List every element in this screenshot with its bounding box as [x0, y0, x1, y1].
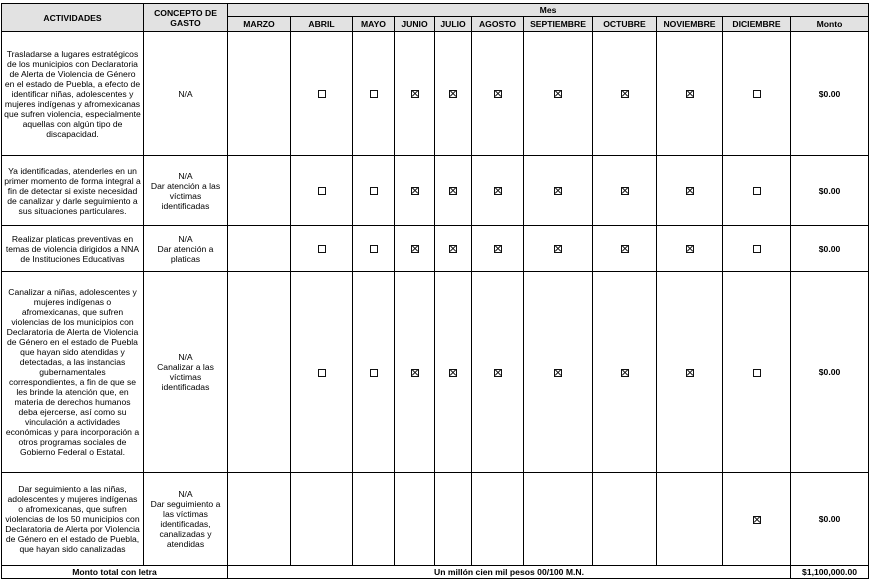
unchecked-box-icon[interactable]	[753, 369, 761, 377]
header-month: JUNIO	[395, 17, 435, 32]
header-month: OCTUBRE	[593, 17, 657, 32]
month-cell	[723, 156, 791, 226]
unchecked-box-icon[interactable]	[370, 90, 378, 98]
checked-box-icon[interactable]	[621, 187, 629, 195]
month-cell	[524, 156, 593, 226]
total-monto: $1,100,000.00	[791, 566, 869, 579]
month-cell	[472, 32, 524, 156]
month-cell	[228, 272, 291, 473]
monto-cell: $0.00	[791, 272, 869, 473]
checked-box-icon[interactable]	[554, 187, 562, 195]
month-cell	[228, 32, 291, 156]
header-month: ABRIL	[291, 17, 353, 32]
checked-box-icon[interactable]	[449, 187, 457, 195]
month-cell	[291, 272, 353, 473]
month-cell	[593, 226, 657, 272]
month-cell	[472, 473, 524, 566]
checked-box-icon[interactable]	[621, 369, 629, 377]
month-cell	[723, 32, 791, 156]
concepto-cell: N/A Dar atención a las víctimas identificadas	[144, 156, 228, 226]
month-cell	[228, 156, 291, 226]
total-label: Monto total con letra	[2, 566, 228, 579]
month-cell	[435, 473, 472, 566]
table-row	[2, 32, 869, 156]
checked-box-icon[interactable]	[554, 90, 562, 98]
unchecked-box-icon[interactable]	[318, 245, 326, 253]
month-cell	[657, 473, 723, 566]
month-cell	[435, 156, 472, 226]
month-cell	[353, 272, 395, 473]
checked-box-icon[interactable]	[411, 187, 419, 195]
checked-box-icon[interactable]	[686, 369, 694, 377]
month-cell	[524, 32, 593, 156]
month-cell	[593, 473, 657, 566]
header-month: DICIEMBRE	[723, 17, 791, 32]
checked-box-icon[interactable]	[686, 245, 694, 253]
month-cell	[435, 226, 472, 272]
month-cell	[723, 272, 791, 473]
table-row	[2, 473, 869, 566]
month-cell	[353, 226, 395, 272]
activity-cell: Ya identificadas, atenderles en un primer momento de forma integral a fin de detectar si existe necesidad de canalizar y darle seguimiento a sus situaciones particulares.	[2, 156, 144, 226]
checked-box-icon[interactable]	[686, 187, 694, 195]
checked-box-icon[interactable]	[753, 516, 761, 524]
checked-box-icon[interactable]	[449, 245, 457, 253]
month-cell	[435, 272, 472, 473]
table-row	[2, 226, 869, 272]
unchecked-box-icon[interactable]	[318, 369, 326, 377]
concepto-cell: N/A Dar atención a platicas	[144, 226, 228, 272]
month-cell	[395, 156, 435, 226]
month-cell	[228, 226, 291, 272]
monto-cell: $0.00	[791, 32, 869, 156]
table-row	[2, 156, 869, 226]
monto-cell: $0.00	[791, 473, 869, 566]
month-cell	[228, 473, 291, 566]
monto-cell: $0.00	[791, 226, 869, 272]
month-cell	[472, 156, 524, 226]
month-cell	[657, 32, 723, 156]
month-cell	[395, 272, 435, 473]
table-row	[2, 272, 869, 473]
header-mes: Mes	[228, 4, 869, 17]
unchecked-box-icon[interactable]	[753, 187, 761, 195]
month-cell	[291, 156, 353, 226]
checked-box-icon[interactable]	[554, 369, 562, 377]
month-cell	[657, 226, 723, 272]
month-cell	[435, 32, 472, 156]
header-monto: Monto	[791, 17, 869, 32]
header-month: NOVIEMBRE	[657, 17, 723, 32]
unchecked-box-icon[interactable]	[370, 369, 378, 377]
checked-box-icon[interactable]	[621, 245, 629, 253]
month-cell	[353, 156, 395, 226]
checked-box-icon[interactable]	[554, 245, 562, 253]
monto-cell: $0.00	[791, 156, 869, 226]
concepto-cell: N/A Dar seguimiento a las víctimas identificadas, canalizadas y atendidas	[144, 473, 228, 566]
month-cell	[723, 226, 791, 272]
checked-box-icon[interactable]	[686, 90, 694, 98]
month-cell	[472, 226, 524, 272]
month-cell	[657, 156, 723, 226]
unchecked-box-icon[interactable]	[370, 245, 378, 253]
header-actividades: ACTIVIDADES	[2, 4, 144, 32]
header-concepto: CONCEPTO DE GASTO	[144, 4, 228, 32]
header-month: SEPTIEMBRE	[524, 17, 593, 32]
concepto-cell: N/A Canalizar a las víctimas identificadas	[144, 272, 228, 473]
month-cell	[524, 226, 593, 272]
activity-cell: Canalizar a niñas, adolescentes y mujeres indígenas o afromexicanas, que sufren violencias de los municipios con Declaratoria de Alerta de Violencia de Género en el estado de Puebla que hayan sido atendidas y detectadas, a las instancias gubernamentales correspondientes, a fin de que se les brinde la atención que, en materia de derechos humanos deba ejercerse, así como su vinculación a actividades económicas y para incorporación a otros programas sociales de Gobierno Federal o Estatal.	[2, 272, 144, 473]
checked-box-icon[interactable]	[449, 369, 457, 377]
month-cell	[593, 272, 657, 473]
month-cell	[723, 473, 791, 566]
header-month: JULIO	[435, 17, 472, 32]
month-cell	[524, 272, 593, 473]
total-letra: Un millón cien mil pesos 00/100 M.N.	[228, 566, 791, 579]
concepto-cell: N/A	[144, 32, 228, 156]
checked-box-icon[interactable]	[621, 90, 629, 98]
month-cell	[524, 473, 593, 566]
unchecked-box-icon[interactable]	[753, 90, 761, 98]
unchecked-box-icon[interactable]	[753, 245, 761, 253]
activity-cell: Dar seguimiento a las niñas, adolescentes y mujeres indígenas o afromexicanas, que sufren violencias de los 50 municipios con Declaratoria de Alerta por Violencia de Género en el estado de Puebla, que hayan sido canalizadas	[2, 473, 144, 566]
checked-box-icon[interactable]	[449, 90, 457, 98]
unchecked-box-icon[interactable]	[370, 187, 378, 195]
checked-box-icon[interactable]	[494, 245, 502, 253]
month-cell	[291, 32, 353, 156]
checked-box-icon[interactable]	[411, 369, 419, 377]
unchecked-box-icon[interactable]	[318, 187, 326, 195]
activity-cell: Trasladarse a lugares estratégicos de los municipios con Declaratoria de Alerta de Violencia de Género en el estado de Puebla, a efecto de identificar niñas, adolescentes y mujeres indígenas y afromexicanas que sufren violencia, especialmente aquellas con algún tipo de discapacidad.	[2, 32, 144, 156]
month-cell	[472, 272, 524, 473]
month-cell	[291, 473, 353, 566]
checked-box-icon[interactable]	[494, 187, 502, 195]
month-cell	[593, 32, 657, 156]
header-month: AGOSTO	[472, 17, 524, 32]
month-cell	[291, 226, 353, 272]
unchecked-box-icon[interactable]	[318, 90, 326, 98]
activities-schedule-table	[1, 3, 869, 579]
header-month: MAYO	[353, 17, 395, 32]
checked-box-icon[interactable]	[411, 90, 419, 98]
month-cell	[395, 473, 435, 566]
month-cell	[353, 473, 395, 566]
month-cell	[657, 272, 723, 473]
checked-box-icon[interactable]	[494, 90, 502, 98]
checked-box-icon[interactable]	[411, 245, 419, 253]
header-month: MARZO	[228, 17, 291, 32]
month-cell	[395, 32, 435, 156]
month-cell	[593, 156, 657, 226]
month-cell	[395, 226, 435, 272]
month-cell	[353, 32, 395, 156]
activity-cell: Realizar platicas preventivas en temas de violencia dirigidos a NNA de Instituciones Educativas	[2, 226, 144, 272]
checked-box-icon[interactable]	[494, 369, 502, 377]
